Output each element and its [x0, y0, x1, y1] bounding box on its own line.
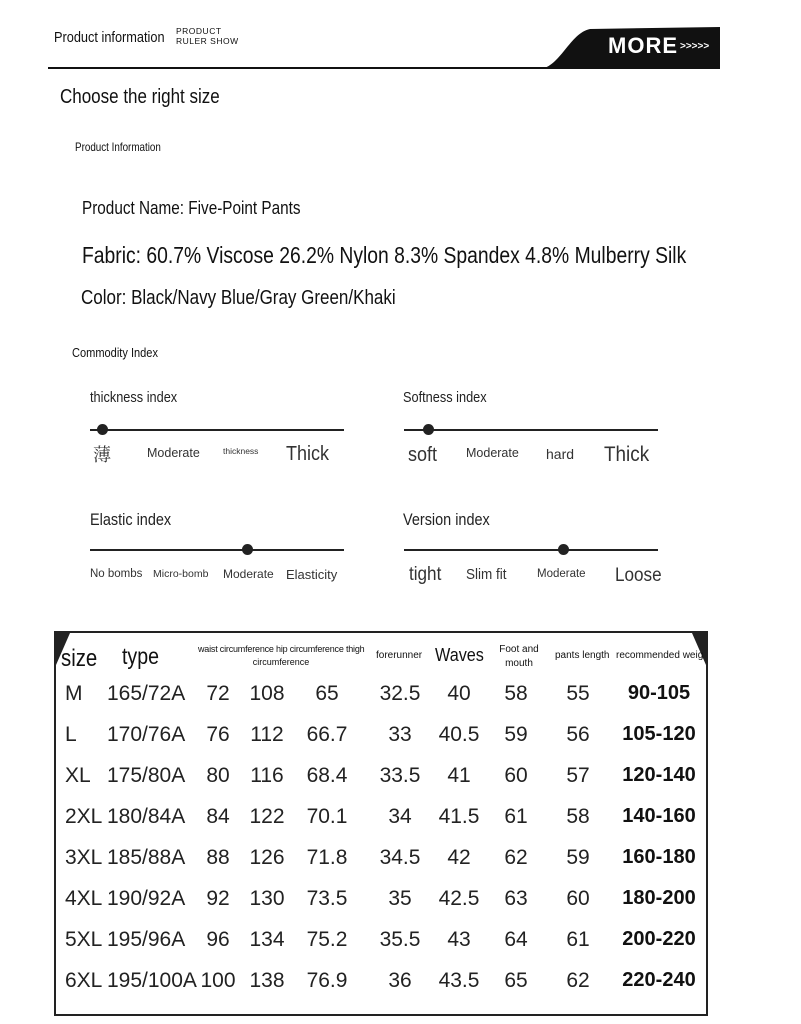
product-name: [82, 198, 339, 219]
cell-waves: 42.5: [438, 887, 480, 910]
header-size: [61, 645, 104, 673]
cell-forerunner: 36: [388, 969, 412, 992]
cell-waist: 100: [200, 969, 236, 992]
header-type-text: type: [122, 643, 159, 669]
header-subtitle-line2: RULER SHOW: [176, 36, 239, 46]
elastic-label-4: Elasticity: [286, 567, 338, 582]
header-title-text: Product information: [54, 29, 165, 46]
cell-forerunner: 34.5: [379, 846, 421, 869]
cell-thigh: 65: [315, 682, 339, 705]
cell-weight: 105-120: [622, 723, 696, 745]
version-label-4-text: Loose: [615, 565, 662, 586]
header-measurements: [198, 643, 364, 669]
header-measurements-line2: circumference: [252, 657, 310, 667]
cell-hip: 108: [249, 682, 285, 705]
cell-pants-length: 55: [566, 682, 590, 705]
cell-hip: 138: [249, 969, 285, 992]
cell-waves: 41.5: [438, 805, 480, 828]
header-waves: [435, 645, 489, 666]
cell-weight: 200-220: [622, 928, 696, 950]
thickness-label-4: [286, 443, 334, 466]
cell-foot-mouth: 59: [504, 723, 528, 746]
cell-type: 170/76A: [107, 723, 186, 746]
cell-type: 195/100A: [107, 969, 197, 992]
softness-label-2: Moderate: [466, 446, 519, 460]
fabric-composition: [82, 242, 801, 269]
cell-waves: 43: [447, 928, 471, 951]
version-scale-line: [404, 549, 658, 551]
cell-waves: 41: [447, 764, 471, 787]
cell-pants-length: 62: [566, 969, 590, 992]
version-label-1: [409, 564, 445, 586]
cell-forerunner: 33: [388, 723, 412, 746]
cell-thigh: 68.4: [306, 764, 348, 787]
elastic-indicator-dot: [242, 544, 253, 555]
cell-thigh: 76.9: [306, 969, 348, 992]
cell-size: 4XL: [65, 887, 103, 910]
header-forerunner: forerunner: [376, 650, 423, 661]
cell-weight: 140-160: [622, 805, 696, 827]
thickness-label-1: 薄: [93, 445, 111, 465]
cell-size: 3XL: [65, 846, 103, 869]
product-name-text: Product Name: Five-Point Pants: [82, 198, 301, 218]
cell-type: 190/92A: [107, 887, 186, 910]
header-recommended-weight: recommended weig: [616, 650, 704, 661]
version-label-2-text: Slim fit: [466, 566, 507, 583]
cell-waves: 40: [447, 682, 471, 705]
cell-size: 2XL: [65, 805, 103, 828]
choose-size-text: Choose the right size: [60, 86, 220, 108]
cell-hip: 126: [249, 846, 285, 869]
header-type: [122, 643, 165, 670]
cell-hip: 112: [250, 723, 284, 746]
cell-forerunner: 35: [388, 887, 412, 910]
cell-forerunner: 33.5: [379, 764, 421, 787]
softness-scale-line: [404, 429, 658, 431]
cell-pants-length: 59: [566, 846, 590, 869]
more-arrows-icon: >>>>>: [680, 41, 710, 52]
version-label-2: [466, 566, 511, 583]
softness-label-3: hard: [546, 446, 575, 462]
cell-type: 195/96A: [107, 928, 186, 951]
header-size-text: size: [61, 645, 98, 672]
softness-label-4-text: Thick: [604, 443, 650, 466]
cell-waist: 72: [206, 682, 230, 705]
cell-waist: 88: [206, 846, 230, 869]
cell-pants-length: 58: [566, 805, 590, 828]
cell-weight: 160-180: [622, 846, 696, 868]
cell-pants-length: 61: [566, 928, 590, 951]
cell-hip: 130: [249, 887, 285, 910]
thickness-label-2: Moderate: [147, 446, 200, 460]
header-foot-mouth: [498, 643, 540, 671]
cell-type: 175/80A: [107, 764, 186, 787]
cell-forerunner: 32.5: [379, 682, 421, 705]
color-options-text: Color: Black/Navy Blue/Gray Green/Khaki: [81, 287, 396, 309]
version-index-title: [403, 510, 505, 530]
header-waves-text: Waves: [435, 645, 484, 665]
cell-waves: 43.5: [438, 969, 480, 992]
elastic-label-1: No bombs: [90, 568, 143, 580]
cell-size: 6XL: [65, 969, 103, 992]
cell-weight: 90-105: [627, 682, 691, 704]
thickness-label-4-text: Thick: [286, 443, 330, 465]
header-foot-mouth-line1: Foot and: [499, 644, 539, 655]
commodity-index-heading-text: Commodity Index: [72, 345, 158, 360]
cell-size: XL: [65, 764, 91, 787]
color-options: [81, 287, 451, 310]
cell-waist: 84: [206, 805, 230, 828]
elastic-scale-line: [90, 549, 344, 551]
version-label-3: Moderate: [537, 568, 586, 580]
header-measurements-line1: waist circumference hip circumference thigh: [198, 644, 365, 654]
cell-type: 185/88A: [107, 846, 186, 869]
cell-weight: 220-240: [622, 969, 696, 991]
cell-weight: 180-200: [622, 887, 696, 909]
version-label-4: [615, 565, 667, 587]
cell-pants-length: 56: [566, 723, 590, 746]
product-info-heading-text: Product Information: [75, 140, 161, 154]
thickness-index-title-text: thickness index: [90, 389, 178, 406]
cell-thigh: 71.8: [306, 846, 348, 869]
cell-waist: 76: [206, 723, 230, 746]
cell-thigh: 66.7: [306, 723, 348, 746]
cell-weight: 120-140: [622, 764, 696, 786]
cell-thigh: 73.5: [306, 887, 348, 910]
cell-waist: 80: [206, 764, 230, 787]
cell-thigh: 70.1: [306, 805, 348, 828]
cell-foot-mouth: 58: [504, 682, 528, 705]
cell-type: 180/84A: [107, 805, 186, 828]
cell-size: 5XL: [65, 928, 103, 951]
cell-foot-mouth: 63: [504, 887, 528, 910]
cell-waist: 96: [206, 928, 230, 951]
commodity-index-heading: [72, 345, 173, 360]
more-label: MORE: [608, 33, 678, 58]
header-subtitle-line1: PRODUCT: [176, 26, 222, 36]
header-title: [54, 29, 184, 46]
cell-hip: 134: [249, 928, 285, 951]
cell-foot-mouth: 64: [504, 928, 528, 951]
elastic-label-2: Micro-bomb: [153, 568, 209, 580]
elastic-label-3: Moderate: [223, 567, 274, 581]
cell-forerunner: 35.5: [379, 928, 421, 951]
thickness-scale-line: [90, 429, 344, 431]
cell-waves: 42: [447, 846, 471, 869]
header-pants-length: pants length: [555, 650, 610, 661]
more-button[interactable]: [608, 33, 678, 59]
elastic-index-title-text: Elastic index: [90, 510, 172, 529]
softness-label-1-text: soft: [408, 444, 438, 466]
softness-indicator-dot: [423, 424, 434, 435]
thickness-index-title: [90, 389, 193, 406]
cell-waist: 92: [206, 887, 230, 910]
cell-thigh: 75.2: [306, 928, 348, 951]
softness-label-1: [408, 444, 440, 467]
fabric-composition-text: Fabric: 60.7% Viscose 26.2% Nylon 8.3% Spandex 4.8% Mulberry Silk: [82, 242, 687, 268]
cell-foot-mouth: 61: [504, 805, 528, 828]
softness-index-title-text: Softness index: [403, 389, 487, 406]
cell-waves: 40.5: [438, 723, 480, 746]
cell-hip: 122: [249, 805, 285, 828]
cell-hip: 116: [250, 764, 284, 787]
cell-forerunner: 34: [388, 805, 412, 828]
header-subtitle: [176, 26, 239, 46]
header-foot-mouth-line2: mouth: [505, 658, 533, 669]
cell-foot-mouth: 60: [504, 764, 528, 787]
version-index-title-text: Version index: [403, 510, 490, 529]
elastic-index-title: [90, 510, 185, 530]
cell-size: L: [65, 723, 77, 746]
cell-pants-length: 57: [566, 764, 590, 787]
version-label-1-text: tight: [409, 564, 442, 585]
softness-index-title: [403, 389, 501, 406]
product-info-heading: [75, 140, 180, 154]
cell-pants-length: 60: [566, 887, 590, 910]
cell-foot-mouth: 65: [504, 969, 528, 992]
thickness-label-3: thickness: [223, 446, 259, 456]
version-indicator-dot: [558, 544, 569, 555]
thickness-indicator-dot: [97, 424, 108, 435]
cell-type: 165/72A: [107, 682, 186, 705]
cell-size: M: [65, 682, 83, 705]
header-divider: [48, 67, 720, 69]
choose-size-heading: [60, 86, 248, 109]
cell-foot-mouth: 62: [504, 846, 528, 869]
softness-label-4: [604, 443, 654, 467]
